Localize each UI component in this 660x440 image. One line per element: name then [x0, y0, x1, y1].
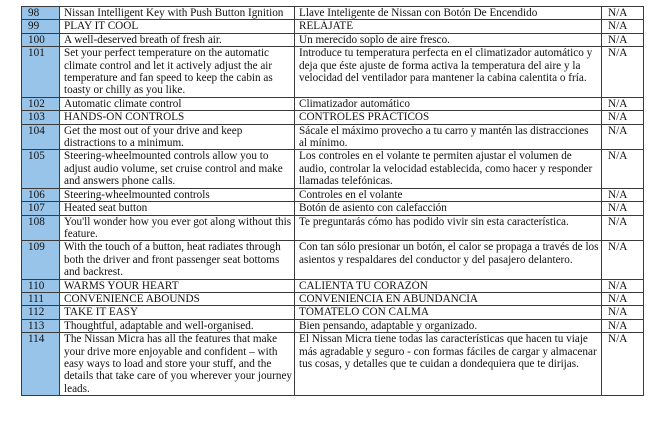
row-number: 112: [22, 306, 60, 319]
english-text: Steering-wheelmounted controls: [60, 188, 295, 201]
english-text: A well-deserved breath of fresh air.: [60, 33, 295, 46]
spanish-text: El Nissan Micra tiene todas las características que hacen tu viaje más agradable y seguro - con formas fáciles de cargar y almacenar tus cosas, y detalles que te cuidan a dondequiera que te dirijas.: [295, 333, 602, 396]
status-cell: N/A: [602, 333, 644, 396]
translation-table: [21, 6, 644, 396]
table-row: [22, 111, 644, 124]
spanish-text: TÓMATELO CON CALMA: [295, 306, 602, 319]
english-text: WARMS YOUR HEART: [60, 279, 295, 292]
table-row: [22, 279, 644, 292]
spanish-text: Sácale el máximo provecho a tu carro y mantén las distracciones al mínimo.: [295, 124, 602, 150]
status-cell: N/A: [602, 215, 644, 241]
english-text: Heated seat button: [60, 202, 295, 215]
status-cell: N/A: [602, 97, 644, 110]
status-cell: N/A: [602, 202, 644, 215]
status-cell: N/A: [602, 319, 644, 332]
status-cell: N/A: [602, 33, 644, 46]
spanish-text: Con tan sólo presionar un botón, el calor se propaga a través de los asientos y respaldares del conductor y del pasajero delantero.: [295, 241, 602, 279]
english-text: You'll wonder how you ever got along without this feature.: [60, 215, 295, 241]
english-text: Thoughtful, adaptable and well-organised.: [60, 319, 295, 332]
table-row: [22, 333, 644, 396]
spanish-text: Bien pensando, adaptable y organizado.: [295, 319, 602, 332]
english-text: Set your perfect temperature on the automatic climate control and let it actively adjust the air temperature and fan speed to keep the cabin as toasty or chilly as you like.: [60, 47, 295, 98]
table-row: [22, 124, 644, 150]
english-text: Automatic climate control: [60, 97, 295, 110]
table-row: [22, 292, 644, 305]
table-row: [22, 150, 644, 188]
english-text: The Nissan Micra has all the features that make your drive more enjoyable and confident – with easy ways to load and store your stuff, and the details that take care of you wherever your journey leads.: [60, 333, 295, 396]
row-number: 105: [22, 150, 60, 188]
spanish-text: Botón de asiento con calefacción: [295, 202, 602, 215]
spanish-text: Los controles en el volante te permiten ajustar el volumen de audio, controlar la velocidad establecida, como hacer y responder llamadas telefónicas.: [295, 150, 602, 188]
status-cell: N/A: [602, 292, 644, 305]
spanish-text: RELÁJATE: [295, 20, 602, 33]
english-text: PLAY IT COOL: [60, 20, 295, 33]
spanish-text: CONVENIENCIA EN ABUNDANCIA: [295, 292, 602, 305]
status-cell: N/A: [602, 306, 644, 319]
table-row: [22, 319, 644, 332]
status-cell: N/A: [602, 111, 644, 124]
english-text: With the touch of a button, heat radiates through both the driver and front passenger seat bottoms and backrest.: [60, 241, 295, 279]
spanish-text: Controles en el volante: [295, 188, 602, 201]
spanish-text: Introduce tu temperatura perfecta en el climatizador automático y deja que éste ajuste de forma activa la temperatura del aire y la velocidad del ventilador para mantener la cabina calentita o fría.: [295, 47, 602, 98]
status-cell: N/A: [602, 279, 644, 292]
table-row: [22, 33, 644, 46]
status-cell: N/A: [602, 47, 644, 98]
table-row: [22, 188, 644, 201]
status-cell: N/A: [602, 188, 644, 201]
status-cell: N/A: [602, 150, 644, 188]
row-number: 102: [22, 97, 60, 110]
translation-table-container: [21, 6, 643, 396]
row-number: 111: [22, 292, 60, 305]
english-text: Steering-wheelmounted controls allow you to adjust audio volume, set cruise control and make and answers phone calls.: [60, 150, 295, 188]
spanish-text: CALIENTA TU CORAZÓN: [295, 279, 602, 292]
row-number: 101: [22, 47, 60, 98]
row-number: 107: [22, 202, 60, 215]
table-row: [22, 97, 644, 110]
english-text: Get the most out of your drive and keep distractions to a minimum.: [60, 124, 295, 150]
spanish-text: CONTROLES PRÁCTICOS: [295, 111, 602, 124]
spanish-text: Un merecido soplo de aire fresco.: [295, 33, 602, 46]
row-number: 106: [22, 188, 60, 201]
status-cell: N/A: [602, 241, 644, 279]
table-body: [22, 7, 644, 396]
spanish-text: Te preguntarás cómo has podido vivir sin esta característica.: [295, 215, 602, 241]
english-text: TAKE IT EASY: [60, 306, 295, 319]
row-number: 110: [22, 279, 60, 292]
row-number: 114: [22, 333, 60, 396]
row-number: 108: [22, 215, 60, 241]
table-row: [22, 20, 644, 33]
table-row: [22, 306, 644, 319]
row-number: 99: [22, 20, 60, 33]
row-number: 104: [22, 124, 60, 150]
spanish-text: Climatizador automático: [295, 97, 602, 110]
table-row: [22, 7, 644, 20]
spanish-text: Llave Inteligente de Nissan con Botón De Encendido: [295, 7, 602, 20]
row-number: 103: [22, 111, 60, 124]
english-text: Nissan Intelligent Key with Push Button Ignition: [60, 7, 295, 20]
row-number: 109: [22, 241, 60, 279]
status-cell: N/A: [602, 124, 644, 150]
status-cell: N/A: [602, 7, 644, 20]
table-row: [22, 47, 644, 98]
row-number: 100: [22, 33, 60, 46]
table-row: [22, 241, 644, 279]
english-text: CONVENIENCE ABOUNDS: [60, 292, 295, 305]
table-row: [22, 202, 644, 215]
status-cell: N/A: [602, 20, 644, 33]
row-number: 113: [22, 319, 60, 332]
english-text: HANDS-ON CONTROLS: [60, 111, 295, 124]
table-row: [22, 215, 644, 241]
row-number: 98: [22, 7, 60, 20]
